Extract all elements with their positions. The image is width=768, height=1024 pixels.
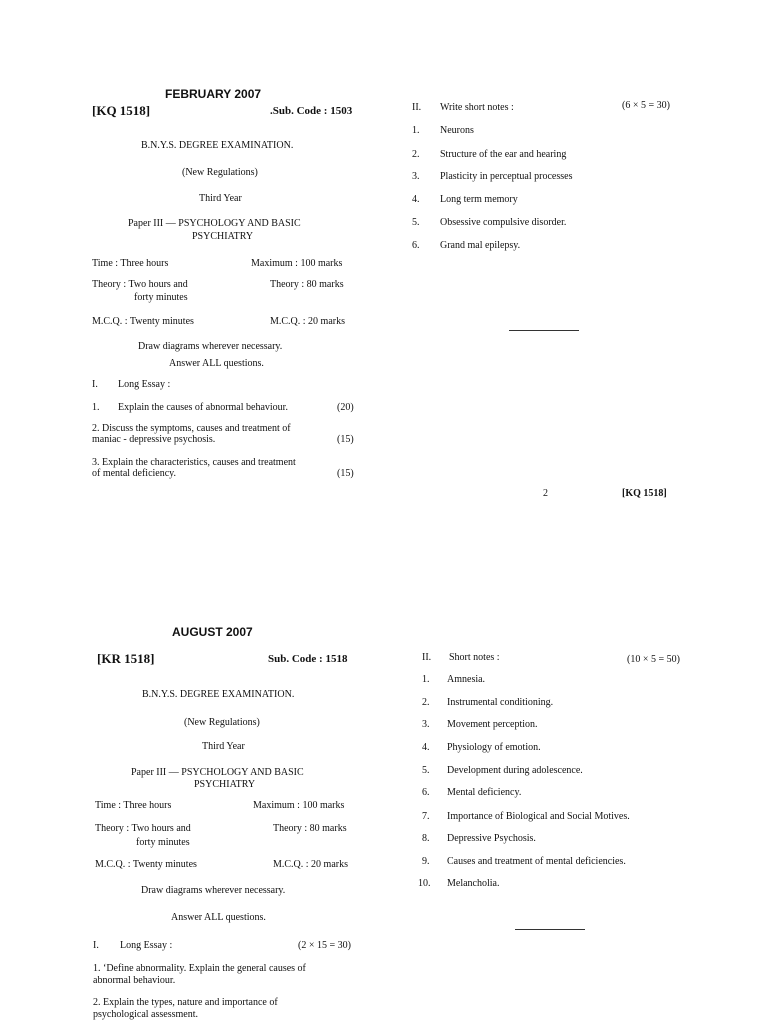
feb-mcq-time: M.C.Q. : Twenty minutes — [92, 316, 194, 327]
list-item-number: 3. — [422, 719, 430, 730]
aug-section2-number: II. — [422, 652, 432, 663]
feb-paper-title-line2: PSYCHIATRY — [192, 231, 254, 242]
aug-q1-line1: 1. ‘Define abnormality. Explain the general causes of — [93, 963, 306, 974]
list-item-number: 6. — [412, 240, 420, 251]
list-item: Importance of Biological and Social Motives. — [447, 811, 630, 822]
feb-instruction-diagrams: Draw diagrams wherever necessary. — [138, 341, 283, 352]
feb-paper-code: [KQ 1518] — [92, 103, 151, 118]
feb-paper-title-line1: Paper III — PSYCHOLOGY AND BASIC — [128, 218, 301, 229]
feb-regulations: (New Regulations) — [182, 167, 258, 178]
feb-theory-time-line2: forty minutes — [134, 292, 188, 303]
list-item-number: 10. — [418, 878, 431, 889]
aug-instruction-answer-all: Answer ALL questions. — [171, 912, 266, 923]
list-item-number: 2. — [422, 697, 430, 708]
feb-q1-number: 1. — [92, 402, 100, 413]
aug-theory-time-line2: forty minutes — [136, 837, 190, 848]
list-item: Grand mal epilepsy. — [440, 240, 521, 251]
feb-time: Time : Three hours — [92, 258, 169, 269]
aug-paper-title-line1: Paper III — PSYCHOLOGY AND BASIC — [131, 767, 304, 778]
list-item: Neurons — [440, 125, 474, 136]
aug-regulations: (New Regulations) — [184, 717, 260, 728]
list-item-number: 3. — [412, 171, 420, 182]
list-item: Causes and treatment of mental deficiencies. — [447, 856, 626, 867]
feb-q1-marks: (20) — [337, 402, 354, 413]
list-item-number: 1. — [412, 125, 420, 136]
aug-section2-marks: (10 × 5 = 50) — [627, 654, 680, 665]
feb-q3-marks: (15) — [337, 468, 354, 479]
aug-section1-title: Long Essay : — [120, 940, 173, 951]
aug-sub-code: Sub. Code : 1518 — [268, 653, 348, 665]
aug-instruction-diagrams: Draw diagrams wherever necessary. — [141, 885, 286, 896]
feb-q2-line2: maniac - depressive psychosis. — [92, 434, 216, 445]
list-item: Melancholia. — [447, 878, 500, 889]
aug-max-marks: Maximum : 100 marks — [253, 800, 345, 811]
feb-section2-title: Write short notes : — [440, 102, 514, 113]
list-item: Instrumental conditioning. — [447, 697, 554, 708]
feb-theory-marks: Theory : 80 marks — [270, 279, 344, 290]
list-item-number: 5. — [412, 217, 420, 228]
aug-section1-number: I. — [93, 940, 99, 951]
feb-q3-line2: of mental deficiency. — [92, 468, 177, 479]
feb-q3-line1: 3. Explain the characteristics, causes and treatment — [92, 457, 296, 468]
feb-mcq-marks: M.C.Q. : 20 marks — [270, 316, 345, 327]
feb-sub-code: .Sub. Code : 1503 — [270, 105, 353, 117]
feb-page-number: 2 — [543, 488, 548, 499]
feb-footer-code: [KQ 1518] — [622, 488, 667, 499]
feb-max-marks: Maximum : 100 marks — [251, 258, 343, 269]
list-item-number: 4. — [422, 742, 430, 753]
list-item-number: 8. — [422, 833, 430, 844]
end-rule — [509, 330, 579, 331]
aug-paper-code: [KR 1518] — [97, 651, 155, 666]
feb-section2-number: II. — [412, 102, 422, 113]
aug-degree: B.N.Y.S. DEGREE EXAMINATION. — [142, 689, 295, 700]
feb-instruction-answer-all: Answer ALL questions. — [169, 358, 264, 369]
end-rule — [515, 929, 585, 930]
list-item-number: 2. — [412, 149, 420, 160]
list-item: Depressive Psychosis. — [447, 833, 536, 844]
list-item-number: 5. — [422, 765, 430, 776]
list-item: Obsessive compulsive disorder. — [440, 217, 567, 228]
feb-section2-marks: (6 × 5 = 30) — [622, 100, 670, 111]
list-item: Amnesia. — [447, 674, 486, 685]
aug-mcq-time: M.C.Q. : Twenty minutes — [95, 859, 197, 870]
list-item-number: 4. — [412, 194, 420, 205]
feb-month-heading: FEBRUARY 2007 — [165, 87, 262, 101]
list-item-number: 1. — [422, 674, 430, 685]
aug-month-heading: AUGUST 2007 — [172, 625, 253, 639]
list-item-number: 7. — [422, 811, 430, 822]
list-item-number: 9. — [422, 856, 430, 867]
list-item: Plasticity in perceptual processes — [440, 171, 573, 182]
list-item: Structure of the ear and hearing — [440, 149, 567, 160]
aug-section1-marks: (2 × 15 = 30) — [298, 940, 351, 951]
list-item: Long term memory — [440, 194, 518, 205]
aug-mcq-marks: M.C.Q. : 20 marks — [273, 859, 348, 870]
aug-q2-line2: psychological assessment. — [93, 1009, 198, 1020]
feb-theory-time-line1: Theory : Two hours and — [92, 279, 188, 290]
feb-q1-text: Explain the causes of abnormal behaviour. — [118, 402, 288, 413]
feb-degree: B.N.Y.S. DEGREE EXAMINATION. — [141, 140, 294, 151]
aug-section2-title: Short notes : — [449, 652, 500, 663]
feb-q2-marks: (15) — [337, 434, 354, 445]
aug-year: Third Year — [202, 741, 245, 752]
aug-time: Time : Three hours — [95, 800, 172, 811]
feb-q2-line1: 2. Discuss the symptoms, causes and treatment of — [92, 423, 291, 434]
aug-paper-title-line2: PSYCHIATRY — [194, 779, 256, 790]
aug-q2-line1: 2. Explain the types, nature and importance of — [93, 997, 278, 1008]
list-item: Mental deficiency. — [447, 787, 522, 798]
list-item: Development during adolescence. — [447, 765, 583, 776]
list-item: Physiology of emotion. — [447, 742, 541, 753]
aug-q1-line2: abnormal behaviour. — [93, 975, 176, 986]
aug-theory-time-line1: Theory : Two hours and — [95, 823, 191, 834]
list-item: Movement perception. — [447, 719, 538, 730]
feb-section1-title: Long Essay : — [118, 379, 171, 390]
aug-theory-marks: Theory : 80 marks — [273, 823, 347, 834]
list-item-number: 6. — [422, 787, 430, 798]
feb-year: Third Year — [199, 193, 242, 204]
feb-section1-number: I. — [92, 379, 98, 390]
